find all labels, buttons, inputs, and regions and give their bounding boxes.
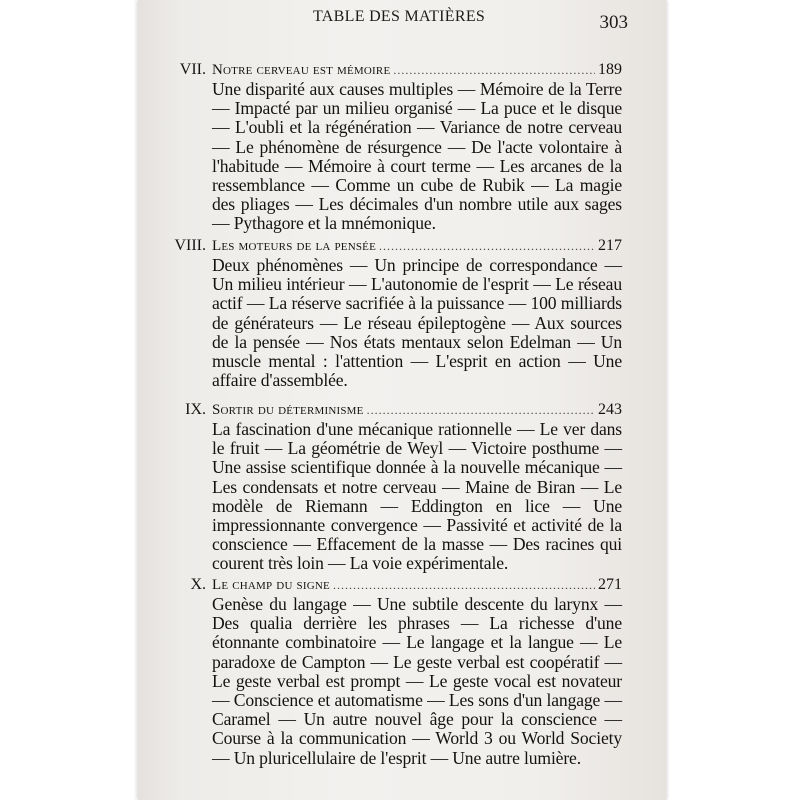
chapter-page-number: 271 xyxy=(598,576,622,593)
chapter-summary: Deux phénomènes — Un principe de correspondance — Un milieu intérieur — L'autonomie de l'esprit — Le réseau actif — La réserve sacrifiée à la puissance — 100 milliards de générateurs — Le réseau épileptogène — Aux sources de la pensée — Nos états mentaux selon Edelman — Un muscle mental : l'attention — L'esprit en action — Une affaire d'assemblée. xyxy=(212,255,622,391)
chapter-title: Notre cerveau est mémoire xyxy=(212,62,391,78)
chapter-number: IX. xyxy=(185,401,206,418)
dot-leader xyxy=(379,237,595,256)
chapter-number: VIII. xyxy=(174,237,206,254)
page-number: 303 xyxy=(599,12,628,33)
chapter-page-number: 189 xyxy=(598,61,622,78)
chapter-title: Sortir du déterminisme xyxy=(212,402,364,418)
chapter-page-number: 217 xyxy=(598,237,622,254)
dot-leader xyxy=(333,576,595,595)
running-head: TABLE DES MATIÈRES xyxy=(313,8,486,25)
chapter-summary: Genèse du langage — Une subtile descente du larynx — Des qualia derrière les phrases — La richesse d'une étonnante combinatoire — Le langage et la langue — Le paradoxe de Campton — Le geste verbal est coopératif — Le geste verbal est prompt — Le geste vocal est novateur — Conscience et automatisme — Les sons d'un langage — Caramel — Un autre nouvel âge pour la conscience — Course à la communication — World 3 ou World Society — Un pluricellulaire de l'esprit — Une autre lumière. xyxy=(212,594,622,768)
chapter-title: Le champ du signe xyxy=(212,577,330,593)
toc-entry-heading xyxy=(162,400,622,420)
toc-entry-heading xyxy=(162,60,622,80)
toc-entry-chapter-x[interactable] xyxy=(162,575,622,768)
toc-entry-chapter-vii[interactable] xyxy=(162,60,622,234)
dot-leader xyxy=(393,61,595,80)
chapter-title: Les moteurs de la pensée xyxy=(212,238,377,254)
chapter-page-number: 243 xyxy=(598,401,622,418)
chapter-number: VII. xyxy=(179,61,206,78)
toc-entry-heading xyxy=(162,236,622,256)
chapter-summary: La fascination d'une mécanique rationnelle — Le ver dans le fruit — La géométrie de Weyl — Victoire posthume — Une assise scientifique donnée à la nouvelle mécanique — Les condensats et notre cerveau — Maine de Biran — Le modèle de Riemann — Eddington en lice — Une impressionnante convergence — Passivité et activité de la conscience — Effacement de la masse — Des racines qui courent très loin — La voie expérimentale. xyxy=(212,419,622,574)
dot-leader xyxy=(367,401,595,420)
chapter-summary: Une disparité aux causes multiples — Mémoire de la Terre — Impacté par un milieu organisé — La puce et le disque — L'oubli et la régénération — Variance de notre cerveau — Le phénomène de résurgence — De l'acte volontaire à l'habitude — Mémoire à court terme — Les arcanes de la ressemblance — Comme un cube de Rubik — La magie des pliages — Les décimales d'un nombre utile aux sages — Pythagore et la mnémonique. xyxy=(212,79,622,234)
chapter-number: X. xyxy=(190,576,206,593)
toc-entry-heading xyxy=(162,575,622,595)
toc-entry-chapter-viii[interactable] xyxy=(162,236,622,390)
toc-entry-chapter-ix[interactable] xyxy=(162,400,622,574)
book-page xyxy=(138,0,666,800)
